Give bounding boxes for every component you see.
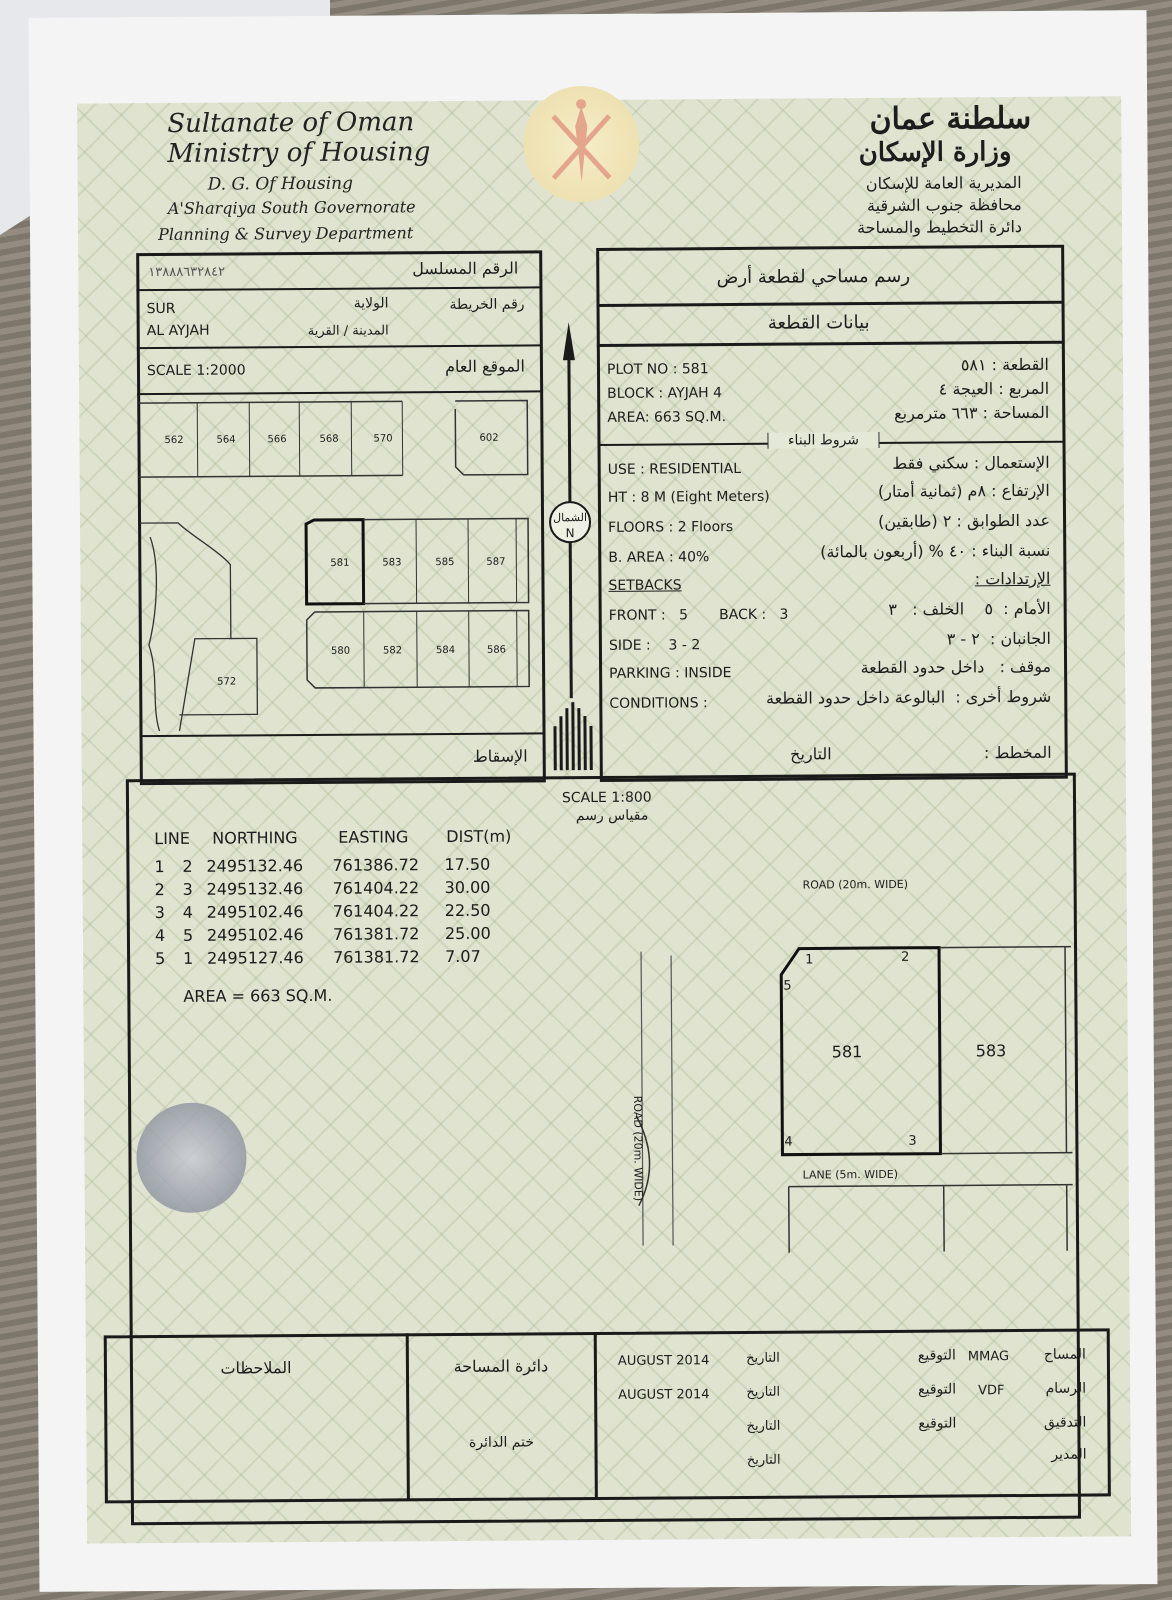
header-ar-line3: المديرية العامة للإسكان <box>865 172 1022 194</box>
planner-label-ar: المخطط : <box>983 742 1052 763</box>
serial-value: ١٣٨٨٨٦٣٢٨٤٢ <box>148 264 226 281</box>
front-back-ar: الأمام : ٥ الخلف : ٣ <box>888 598 1051 619</box>
draftsman-label: الرسام <box>1045 1380 1087 1397</box>
block-ar: المربع : العيجة ٤ <box>938 378 1050 399</box>
location-scale: SCALE 1:2000 <box>146 362 246 380</box>
coord-cell: 2495132.46 <box>206 879 304 899</box>
header-ar-line2: وزارة الإسكان <box>858 137 1012 169</box>
coord-cell: 761404.22 <box>332 878 420 898</box>
header-ar-line5: دائرة التخطيط والمساحة <box>856 216 1023 238</box>
signature-label-1: التوقيع <box>917 1347 956 1364</box>
road-side-label: ROAD (20m. WIDE) <box>631 1095 645 1202</box>
coord-cell: 5 <box>182 925 194 945</box>
coord-cell: 30.00 <box>444 877 491 898</box>
projection-label: الإسقاط <box>472 746 528 766</box>
date-label-1: التاريخ <box>746 1350 780 1366</box>
coord-cell: 5 <box>155 948 166 969</box>
corner-2: 2 <box>901 949 910 965</box>
conditions: CONDITIONS : <box>609 695 708 712</box>
official-seal <box>136 1102 247 1213</box>
plot-586: 586 <box>486 644 507 656</box>
header-en-line4: A'Sharqiya South Governorate <box>167 197 416 218</box>
dept-stamp-label: ختم الدائرة <box>468 1434 535 1451</box>
plot-566: 566 <box>267 434 287 446</box>
date-value-2: AUGUST 2014 <box>618 1387 710 1403</box>
wilayat-label: الولاية <box>353 295 389 312</box>
height-ar: الإرتفاع : ٨م (ثمانية أمتار) <box>877 480 1050 502</box>
survey-title: رسم مساحي لقطعة أرض <box>716 265 911 289</box>
survey-sheet <box>77 96 1131 1543</box>
plot-602: 602 <box>479 432 499 444</box>
draftsman-value: VDF <box>978 1383 1005 1399</box>
coord-cell: 2 <box>154 879 165 900</box>
conditions-ar: شروط أخرى : البالوعة داخل حدود القطعة <box>765 686 1052 708</box>
header-ar-line1: سلطنة عمان <box>869 100 1032 138</box>
setbacks: SETBACKS <box>608 577 682 594</box>
corner-1: 1 <box>805 952 814 968</box>
building-conditions-label: شروط البناء <box>767 432 879 449</box>
drawing-scale-ar: مقياس رسم <box>575 807 649 825</box>
plot-585: 585 <box>435 556 455 569</box>
building-area-ar: نسبة البناء : ٤٠ % (أربعون بالمائة) <box>820 540 1051 562</box>
town-label: المدينة / القرية <box>307 323 389 339</box>
plot-no: PLOT NO : 581 <box>606 361 709 378</box>
coord-cell: 3 <box>182 879 193 899</box>
north-label: N <box>565 526 575 541</box>
date-label-3: التاريخ <box>746 1418 781 1434</box>
survey-dept-label: دائرة المساحة <box>453 1356 549 1376</box>
serial-label: الرقم المسلسل <box>412 258 519 279</box>
use: USE : RESIDENTIAL <box>607 460 742 478</box>
surveyor-label: المساح <box>1043 1346 1086 1363</box>
building-area: B. AREA : 40% <box>608 549 710 566</box>
general-location-label: الموقع العام <box>444 356 526 377</box>
date-value-1: AUGUST 2014 <box>617 1353 710 1369</box>
north-arrow-icon <box>541 318 600 778</box>
coord-cell: 2 <box>182 856 193 876</box>
checker-label: التدقيق <box>1043 1414 1087 1431</box>
plot-584: 584 <box>435 644 456 657</box>
header-ar-line4: محافظة جنوب الشرقية <box>866 194 1022 216</box>
plot-581-label: 581 <box>831 1042 863 1062</box>
side-ar: الجانبان : ٢ - ٣ <box>946 628 1051 649</box>
coord-cell: 25.00 <box>444 923 491 944</box>
front-back: FRONT : 5 BACK : 3 <box>608 606 789 624</box>
col-dist: DIST(m) <box>446 826 512 847</box>
signature-label-2: التوقيع <box>918 1381 957 1398</box>
parking-ar: موقف : داخل حدود القطعة <box>860 656 1052 678</box>
col-northing: NORTHING <box>212 828 298 848</box>
plot-562: 562 <box>164 434 184 446</box>
map-no-label: رقم الخريطة <box>449 296 525 313</box>
floors-ar: عدد الطوابق : ٢ (طابقين) <box>877 510 1051 532</box>
header-en-line1: Sultanate of Oman <box>167 107 415 139</box>
height: HT : 8 M (Eight Meters) <box>607 488 770 506</box>
road-top-label: ROAD (20m. WIDE) <box>802 877 909 892</box>
coord-cell: 761404.22 <box>332 901 420 921</box>
plan-date-label-ar: التاريخ <box>790 744 832 764</box>
drawing-scale: SCALE 1:800 <box>561 789 652 807</box>
coord-cell: 1 <box>154 856 165 877</box>
plot-570: 570 <box>373 433 393 445</box>
plot-583: 583 <box>382 557 402 569</box>
signature-label-3: التوقيع <box>918 1415 957 1432</box>
corner-4: 4 <box>784 1134 793 1150</box>
coord-cell: 761386.72 <box>332 855 420 875</box>
plot-564: 564 <box>216 434 236 446</box>
notes-label: الملاحظات <box>220 1358 292 1378</box>
plot-572: 572 <box>217 676 237 688</box>
coord-cell: 2495102.46 <box>206 902 304 922</box>
plot-580: 580 <box>330 645 351 657</box>
wilayat-value: SUR <box>146 300 176 318</box>
town-value: AL AYJAH <box>146 322 210 340</box>
footer-table <box>104 1328 1111 1503</box>
header-en-line5: Planning & Survey Department <box>157 223 414 245</box>
date-label-4: التاريخ <box>746 1452 781 1468</box>
coord-cell: 1 <box>183 948 194 968</box>
area-ar: المساحة : ٦٦٣ مترمربع <box>894 402 1050 423</box>
plot-data-subtitle: بيانات القطعة <box>767 312 870 334</box>
plot-no-ar: القطعة : ٥٨١ <box>960 354 1050 375</box>
plot-583-label: 583 <box>975 1041 1007 1061</box>
coord-cell: 22.50 <box>444 900 491 921</box>
corner-3: 3 <box>908 1133 917 1149</box>
coord-cell: 4 <box>154 925 166 946</box>
parking: PARKING : INSIDE <box>609 665 732 682</box>
north-label-ar: الشمال <box>553 511 588 525</box>
area-total: AREA = 663 SQ.M. <box>183 985 333 1006</box>
document-paper <box>29 10 1158 1592</box>
block: BLOCK : AYJAH 4 <box>607 385 723 402</box>
coord-cell: 17.50 <box>444 854 491 875</box>
corner-5: 5 <box>783 978 792 994</box>
coord-cell: 4 <box>182 902 194 922</box>
director-label: المدير <box>1051 1446 1087 1463</box>
col-easting: EASTING <box>338 827 409 847</box>
coord-cell: 2495132.46 <box>206 856 304 876</box>
coord-cell: 7.07 <box>445 946 481 967</box>
floors: FLOORS : 2 Floors <box>608 519 734 536</box>
header-en-line3: D. G. Of Housing <box>207 173 354 195</box>
plot-581: 581 <box>330 557 350 569</box>
lane-label: LANE (5m. WIDE) <box>802 1167 899 1182</box>
plot-568: 568 <box>319 433 339 445</box>
header-en-line2: Ministry of Housing <box>167 137 431 169</box>
oman-emblem <box>523 86 640 203</box>
col-line: LINE <box>154 828 191 849</box>
date-label-2: التاريخ <box>746 1384 781 1400</box>
coord-cell: 761381.72 <box>333 947 420 967</box>
plot-587: 587 <box>486 556 506 568</box>
use-ar: الإستعمال : سكني فقط <box>892 452 1050 473</box>
side: SIDE : 3 - 2 <box>608 637 701 654</box>
area: AREA: 663 SQ.M. <box>607 409 727 426</box>
coord-cell: 3 <box>154 902 166 923</box>
coord-cell: 2495102.46 <box>206 925 304 945</box>
surveyor-value: MMAG <box>967 1349 1010 1365</box>
coord-cell: 2495127.46 <box>207 948 304 968</box>
setbacks-ar: الإرتدادات : <box>974 568 1051 589</box>
plot-582: 582 <box>382 645 403 657</box>
coord-cell: 761381.72 <box>332 924 420 944</box>
